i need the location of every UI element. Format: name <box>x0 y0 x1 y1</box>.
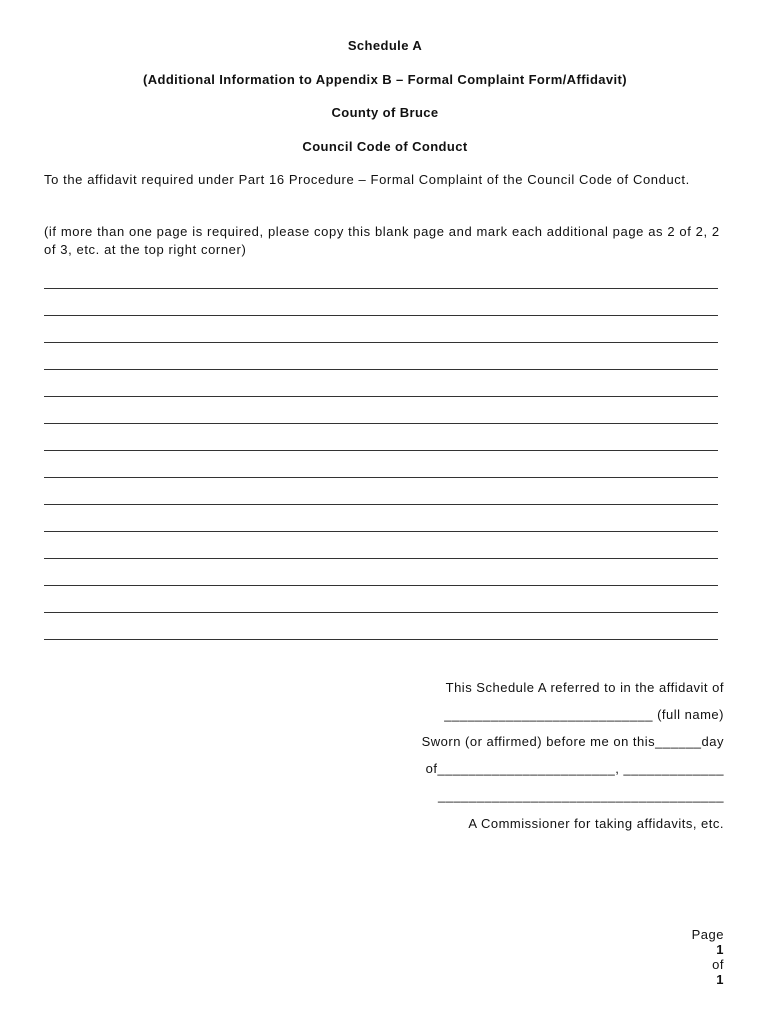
of-label: of <box>712 957 724 972</box>
signature-date: of_______________________, _____________ <box>425 761 724 776</box>
instruction-text: (if more than one page is required, please copy this blank page and mark each additional page as 2 of 2, 2 of 3, etc. at the top right corner) <box>44 224 720 257</box>
blank-line <box>44 450 718 451</box>
signature-line-1: This Schedule A referred to in the affidavit of <box>445 680 724 695</box>
signature-commissioner-label: A Commissioner for taking affidavits, etc. <box>468 816 724 831</box>
blank-line <box>44 342 718 343</box>
blank-line <box>44 396 718 397</box>
page-total: 1 <box>716 972 724 987</box>
blank-line <box>44 531 718 532</box>
blank-line <box>44 315 718 316</box>
blank-line <box>44 639 718 640</box>
page-number <box>683 912 724 987</box>
blank-line <box>44 477 718 478</box>
signature-full-name: ___________________________ (full name) <box>444 707 724 722</box>
county-name: County of Bruce <box>331 105 439 120</box>
blank-line <box>44 612 718 613</box>
blank-line <box>44 558 718 559</box>
blank-line <box>44 504 718 505</box>
blank-line <box>44 288 718 289</box>
code-title: Council Code of Conduct <box>302 139 468 154</box>
document-title: Schedule A <box>347 38 423 53</box>
page-current: 1 <box>716 942 724 957</box>
document-subtitle: (Additional Information to Appendix B – Formal Complaint Form/Affidavit) <box>142 72 628 87</box>
signature-sworn: Sworn (or affirmed) before me on this______day <box>421 734 724 749</box>
blank-line <box>44 423 718 424</box>
signature-commissioner-line: _____________________________________ <box>437 788 724 803</box>
blank-line <box>44 585 718 586</box>
intro-text: To the affidavit required under Part 16 Procedure – Formal Complaint of the Council Code of Conduct. <box>44 172 690 187</box>
page-label: Page <box>691 927 724 942</box>
blank-line <box>44 369 718 370</box>
